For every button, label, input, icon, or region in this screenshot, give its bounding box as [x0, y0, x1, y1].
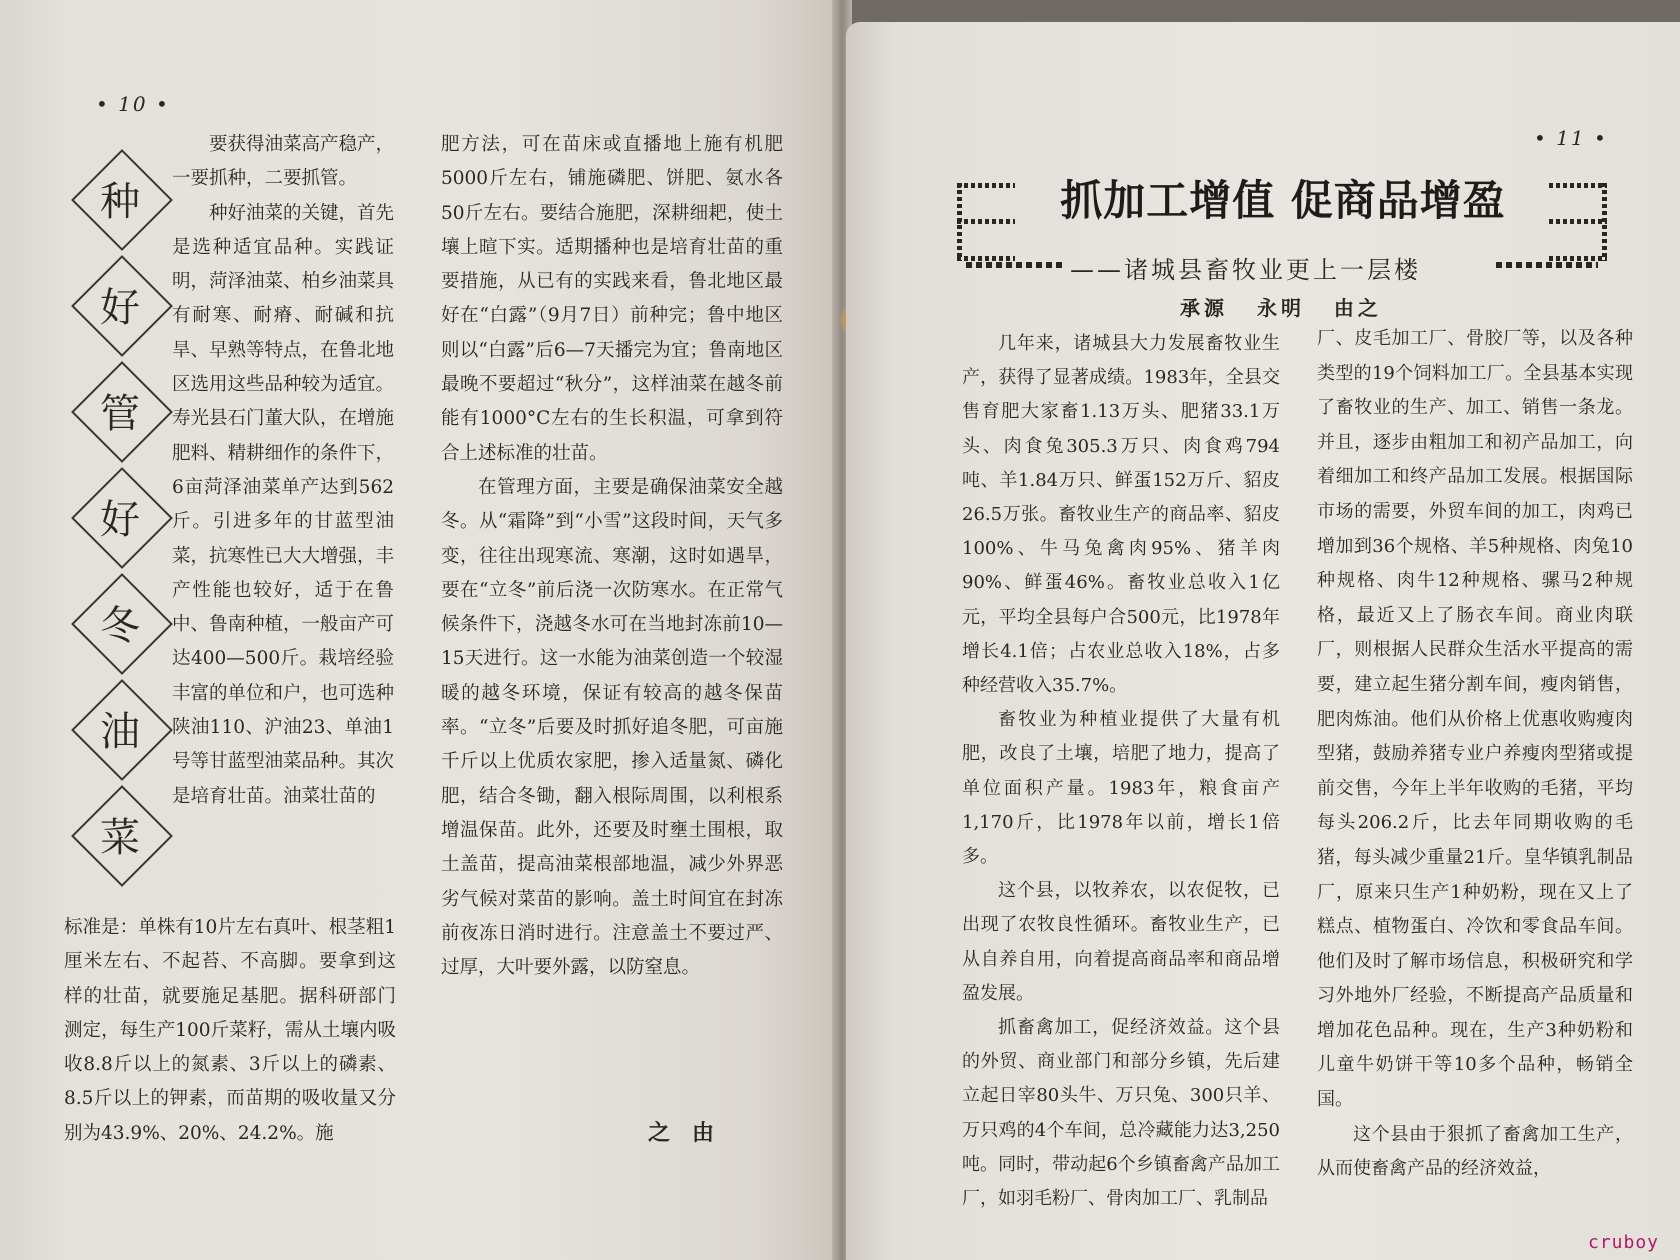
author-signoff: 之由: [648, 1121, 737, 1146]
page-number-left: • 10 •: [96, 92, 170, 116]
article-column-2: [441, 128, 783, 985]
paragraph: 这个县，以牧养农，以农促牧，已出现了农牧良性循环。畜牧业生产，已从自养自用，向着提高商品率和商品增盈发展。: [962, 880, 1280, 1004]
title-char: 管: [66, 357, 174, 463]
page-number-right: • 11 •: [1534, 126, 1608, 150]
subtitle-rule-right: [1496, 262, 1598, 268]
paragraph: 肥方法，可在苗床或直播地上施有机肥5000斤左右，铺施磷肥、饼肥、氨水各50斤左右。要结合施肥，深耕细耙，使土壤上暄下实。适期播种也是培育壮苗的重要措施，从已有的实践来看，鲁北地区最好在“白露”（9月7日）前种完；鲁中地区则以“白露”后6—7天播完为宜；鲁南地区最晚不要超过“秋分”，这样油菜在越冬前能有1000°C左右的生长积温，可拿到符合上述标准的壮苗。: [441, 134, 783, 464]
paragraph: 抓畜禽加工，促经济效益。这个县的外贸、商业部门和部分乡镇，先后建立起日宰80头牛、万只兔、300只羊、万只鸡的4个车间，总冷藏能力达3,250吨。同时，带动起6个乡镇畜禽产品加工厂，如羽毛粉厂、骨肉加工厂、乳制品: [962, 1017, 1280, 1210]
left-page: [0, 0, 838, 1260]
paragraph: 几年来，诸城县大力发展畜牧业生产，获得了显著成绩。1983年，全县交售育肥大家畜1.13万头、肥猪33.1万头、肉食兔305.3万只、肉食鸡794吨、羊1.84万只、鲜蛋152万斤、貂皮26.5万张。畜牧业生产的商品率、貂皮100%、牛马兔禽肉95%、猪羊肉90%、鲜蛋46%。畜牧业总收入1亿元，平均全县每户合500元，比1978年增长4.1倍；占农业总收入18%，占多种经营收入35.7%。: [962, 333, 1280, 697]
title-char: 菜: [66, 781, 174, 887]
ornament-left: [957, 183, 1015, 261]
watermark: cruboy: [1588, 1232, 1660, 1253]
article-subtitle: ——诸城县畜牧业更上一层楼: [1070, 256, 1421, 284]
article-column-narrow: [172, 128, 394, 814]
paragraph: 标准是：单株有10片左右真叶、根茎粗1厘米左右、不起苔、不高脚。要拿到这样的壮苗，就要施足基肥。据科研部门测定，每生产100斤菜籽，需从土壤内吸收8.8斤以上的氮素、3斤以上的磷素、8.5斤以上的钾素，而苗期的吸收量又分别为43.9%、20%、24.2%。施: [64, 917, 396, 1144]
paragraph: 种好油菜的关键，首先是选种适宜品种。实践证明，菏泽油菜、柏乡油菜具有耐寒、耐瘠、耐碱和抗旱、早熟等特点，在鲁北地区选用这些品种较为适宜。寿光县石门董大队，在增施肥料、精耕细作的条件下，6亩菏泽油菜单产达到562斤。引进多年的甘蓝型油菜，抗寒性已大大增强，丰产性能也较好，适于在鲁中、鲁南种植，一般亩产可达400—500斤。栽培经验丰富的单位和户，也可选种陕油110、沪油23、单油1号等甘蓝型油菜品种。其次是培育壮苗。油菜壮苗的: [172, 202, 395, 807]
paragraph: 这个县由于狠抓了畜禽加工生产，从而使畜禽产品的经济效益，: [1317, 1123, 1633, 1180]
article-authors: 承源 永明 由之: [1180, 296, 1382, 320]
vertical-title: [66, 145, 174, 887]
title-char: 油: [66, 675, 174, 781]
article-column-wide: [64, 911, 396, 1151]
paragraph: 厂、皮毛加工厂、骨胶厂等，以及各种类型的19个饲料加工厂。全县基本实现了畜牧业的生产、加工、销售一条龙。并且，逐步由粗加工和初产品加工，向着细加工和终产品加工发展。根据国际市场的需要，外贸车间的加工，肉鸡已增加到36个规格、羊5种规格、肉兔10种规格、肉牛12种规格、骡马2种规格，最近又上了肠衣车间。商业肉联厂，则根据人民群众生活水平提高的需要，建立起生猪分割车间，瘦肉销售，肥肉炼油。他们从价格上优惠收购瘦肉型猪，鼓励养猪专业户养瘦肉型猪或提前交售，今年上半年收购的毛猪，平均每头206.2斤，比去年同期收购的毛猪，每头减少重量21斤。皇华镇乳制品厂，原来只生产1种奶粉，现在又上了糕点、植物蛋白、冷饮和零食品车间。他们及时了解市场信息，积极研究和学习外地外厂经验，不断提高产品质量和增加花色品种。现在，生产3种奶粉和儿童牛奶饼干等10多个品种，畅销全国。: [1317, 328, 1633, 1111]
title-char: 冬: [66, 569, 174, 675]
article-column-r1: [962, 327, 1280, 1216]
ornament-right: [1549, 183, 1607, 261]
article-title: 抓加工增值 促商品增盈: [1060, 176, 1506, 225]
title-char: 种: [66, 145, 174, 251]
paragraph: 要获得油菜高产稳产，一要抓种，二要抓管。: [172, 134, 395, 190]
paragraph: 在管理方面，主要是确保油菜安全越冬。从“霜降”到“小雪”这段时间，天气多变，往往出现寒流、寒潮，这时如遇旱，要在“立冬”前后浇一次防寒水。在正常气候条件下，浇越冬水可在当地封冻前10—15天进行。这一水能为油菜创造一个较湿暖的越冬环境，保证有较高的越冬保苗率。“立冬”后要及时抓好追冬肥，可亩施千斤以上优质农家肥，掺入适量氮、磷化肥，结合冬锄，翻入根际周围，以利根系增温保苗。此外，还要及时壅土围根，取土盖苗，提高油菜根部地温，减少外界恶劣气候对菜苗的影响。盖土时间宜在封冻前夜冻日消时进行。注意盖土不要过严、过厚，大叶要外露，以防窒息。: [441, 476, 783, 979]
article-column-r2: [1317, 322, 1633, 1187]
title-char: 好: [66, 251, 174, 357]
subtitle-rule-left: [966, 262, 1066, 268]
paragraph: 畜牧业为种植业提供了大量有机肥，改良了土壤，培肥了地力，提高了单位面积产量。1983年，粮食亩产1,170斤，比1978年以前，增长1倍多。: [962, 709, 1280, 868]
title-char: 好: [66, 463, 174, 569]
